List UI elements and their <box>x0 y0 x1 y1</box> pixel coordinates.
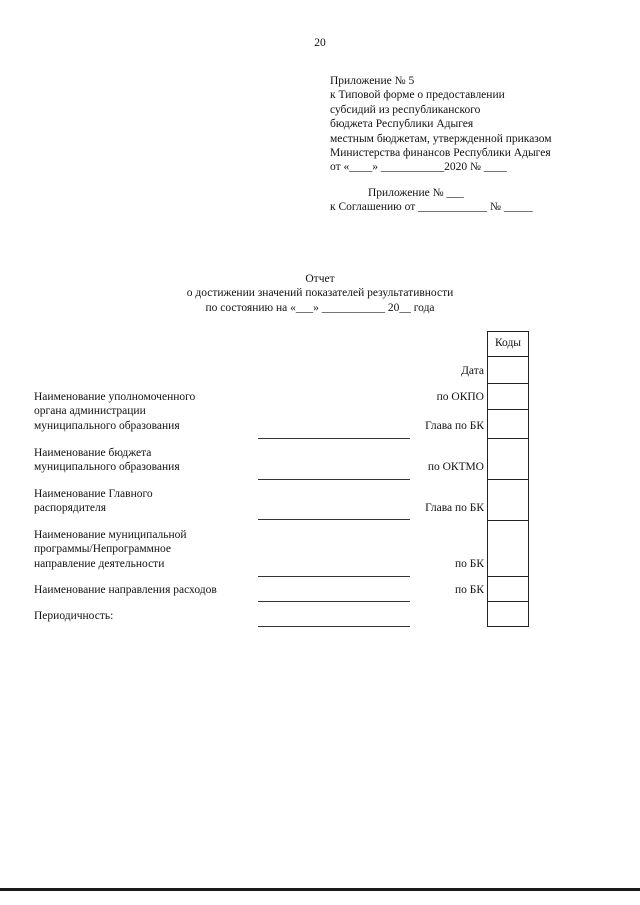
chief-manager-field[interactable] <box>258 519 410 520</box>
label-line: распорядителя <box>34 502 107 515</box>
codes-cell-divider <box>488 356 528 357</box>
page-bottom-border <box>0 888 640 891</box>
authorized-body-field[interactable] <box>258 438 410 439</box>
codes-cell-divider <box>488 576 528 577</box>
program-code-label: по БК <box>454 558 484 570</box>
label-line: органа администрации <box>34 405 146 418</box>
label-line: Наименование Главного <box>34 488 153 500</box>
periodicity-field[interactable] <box>258 626 410 627</box>
codes-cell-divider <box>488 409 528 410</box>
label-line: программы/Непрограммное <box>34 543 172 556</box>
expense-direction-field[interactable] <box>258 601 410 602</box>
label-line: направление деятельности <box>34 557 165 570</box>
authorized-body-label <box>34 390 195 433</box>
codes-cell-divider <box>488 520 528 521</box>
expense-direction-label: Наименование направления расходов <box>34 584 217 596</box>
appendix-header <box>330 74 552 175</box>
report-title-subtitle: о достижении значений показателей результативности <box>186 287 454 300</box>
codes-cell-divider <box>488 438 528 439</box>
chief-manager-label <box>34 487 153 516</box>
report-title-main: Отчет <box>305 273 335 285</box>
appendix-line: субсидий из республиканского <box>330 103 481 116</box>
label-line: муниципального образования <box>34 461 180 474</box>
report-title <box>0 272 640 315</box>
codes-cell-divider <box>488 383 528 384</box>
expense-code-label: по БК <box>454 584 484 596</box>
codes-cell-divider <box>488 479 528 480</box>
page-number: 20 <box>314 37 326 49</box>
label-line: Наименование муниципальной <box>34 529 187 541</box>
okpo-code-label: по ОКПО <box>436 391 484 403</box>
label-line: Наименование уполномоченного <box>34 391 196 403</box>
appendix-line: бюджета Республики Адыгея <box>330 118 474 131</box>
program-label <box>34 528 187 571</box>
report-title-date: по состоянию на «___» ___________ 20__ года <box>205 301 435 314</box>
label-line: муниципального образования <box>34 419 180 432</box>
agreement-appendix-number: Приложение № ___ <box>368 187 464 199</box>
codes-table <box>487 331 529 627</box>
appendix-line: от «____» ___________2020 № ____ <box>330 161 507 174</box>
appendix-line: Министерства финансов Республики Адыгея <box>330 147 551 160</box>
budget-code-label: Глава по БК <box>425 420 484 432</box>
codes-header: Коды <box>494 337 522 349</box>
date-code-label: Дата <box>461 365 484 377</box>
appendix-line: местным бюджетам, утвержденной приказом <box>330 132 552 145</box>
appendix-line: к Типовой форме о предоставлении <box>330 89 505 102</box>
municipal-budget-field[interactable] <box>258 479 410 480</box>
municipal-budget-label <box>34 446 180 475</box>
codes-cell-divider <box>488 601 528 602</box>
oktmo-code-label: по ОКТМО <box>427 461 484 473</box>
appendix-line: Приложение № 5 <box>330 75 415 87</box>
label-line: Наименование бюджета <box>34 447 152 459</box>
program-field[interactable] <box>258 576 410 577</box>
periodicity-label: Периодичность: <box>34 610 114 622</box>
agreement-appendix <box>330 186 533 215</box>
chief-budget-code-label: Глава по БК <box>425 502 484 514</box>
agreement-appendix-date: к Соглашению от ____________ № _____ <box>330 201 533 214</box>
